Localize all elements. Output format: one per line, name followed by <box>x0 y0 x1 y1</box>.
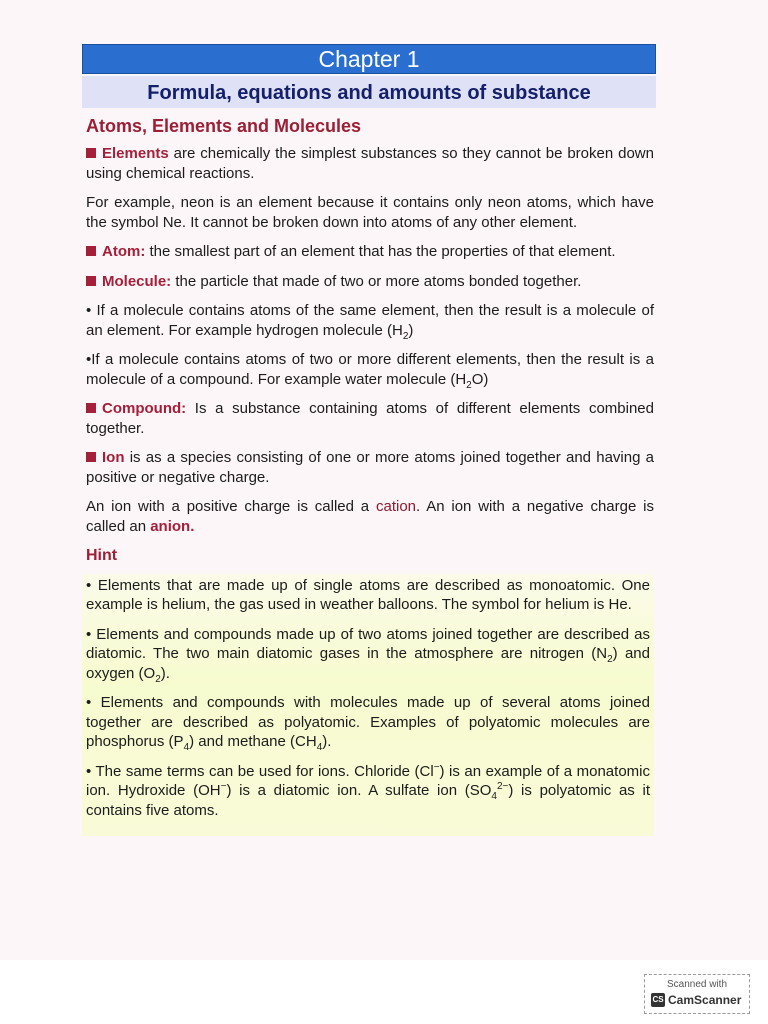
cation-anion-paragraph: An ion with a positive charge is called a cation. An ion with a negative charge is called an anion. <box>86 498 654 535</box>
chapter-title: Chapter 1 <box>82 44 656 74</box>
term-ion: Ion <box>102 449 125 466</box>
stamp-caption: Scanned with <box>666 979 728 990</box>
neon-example-paragraph: For example, neon is an element because it contains only neon atoms, which have the symbol Ne. It cannot be broken down into atoms of any other element. <box>86 194 654 231</box>
atom-definition: the smallest part of an element that has the properties of that element. <box>145 243 616 260</box>
molecule-definition: the particle that made of two or more atoms bonded together. <box>171 272 582 290</box>
compound-definition: Is a substance containing atoms of different elements combined together. <box>86 400 654 437</box>
term-cation: cation <box>375 498 417 515</box>
camscanner-logo-icon: CS <box>651 993 665 1007</box>
ion-definition: is as a species consisting of one or more atoms joined together and having a positive or negative charge. <box>86 449 654 486</box>
bullet-square-icon <box>86 246 96 256</box>
elements-definition: are chemically the simplest substances so they cannot be broken down using chemical reactions. <box>86 145 654 182</box>
term-atom: Atom: <box>102 243 146 260</box>
hint-diatomic: • Elements and compounds made up of two atoms joined together are described as diatomic. The two main diatomic gases in the atmosphere are nitrogen $(N_2)$ and oxygen $(O_2)$. <box>86 625 650 685</box>
compound-paragraph <box>86 399 654 438</box>
hint-polyatomic: • Elements and compounds with molecules made up of several atoms joined together are described as polyatomic. Examples of polyatomic molecules are phosphorus $(P_4)$ and methane $(CH_4)$. <box>86 694 650 753</box>
chapter-subtitle: Formula, equations and amounts of substance <box>82 76 656 108</box>
term-compound: Compound: <box>102 400 187 417</box>
elements-paragraph <box>86 144 654 183</box>
ion-paragraph <box>86 448 654 487</box>
hint-box <box>82 574 654 837</box>
bullet-square-icon <box>86 403 96 413</box>
different-element-bullet: •If a molecule contains atoms of two or more different elements, then the result is a molecule of a compound. For example water molecule $(H_2O)$ <box>86 351 654 391</box>
term-elements: Elements <box>102 145 169 162</box>
section-heading: Atoms, Elements and Molecules <box>86 116 362 136</box>
content-body <box>86 144 654 836</box>
bullet-square-icon <box>86 148 96 158</box>
bullet-square-icon <box>86 276 96 286</box>
bullet-square-icon <box>86 452 96 462</box>
term-molecule: Molecule: <box>102 272 172 290</box>
hint-monoatomic: • Elements that are made up of single atoms are described as monoatomic. One example is helium, the gas used in weather balloons. The symbol for helium is He. <box>86 576 650 613</box>
atom-paragraph <box>86 242 654 262</box>
term-anion: anion. <box>150 517 195 535</box>
hint-ions: • The same terms can be used for ions. Chloride (Cl−) is an example of a monatomic ion. Hydroxide (OH−) is a diatomic ion. A sulfate ion $(SO_4^{2-})$ is polyatomic as it contains five atoms. <box>86 761 651 819</box>
stamp-brand: CamScanner <box>668 993 742 1007</box>
hint-heading: Hint <box>86 547 118 564</box>
same-element-bullet: • If a molecule contains atoms of the same element, then the result is a molecule of an element. For example hydrogen molecule $(H_2)$ <box>86 302 654 342</box>
molecule-paragraph <box>86 272 654 292</box>
camscanner-watermark <box>644 974 750 1014</box>
